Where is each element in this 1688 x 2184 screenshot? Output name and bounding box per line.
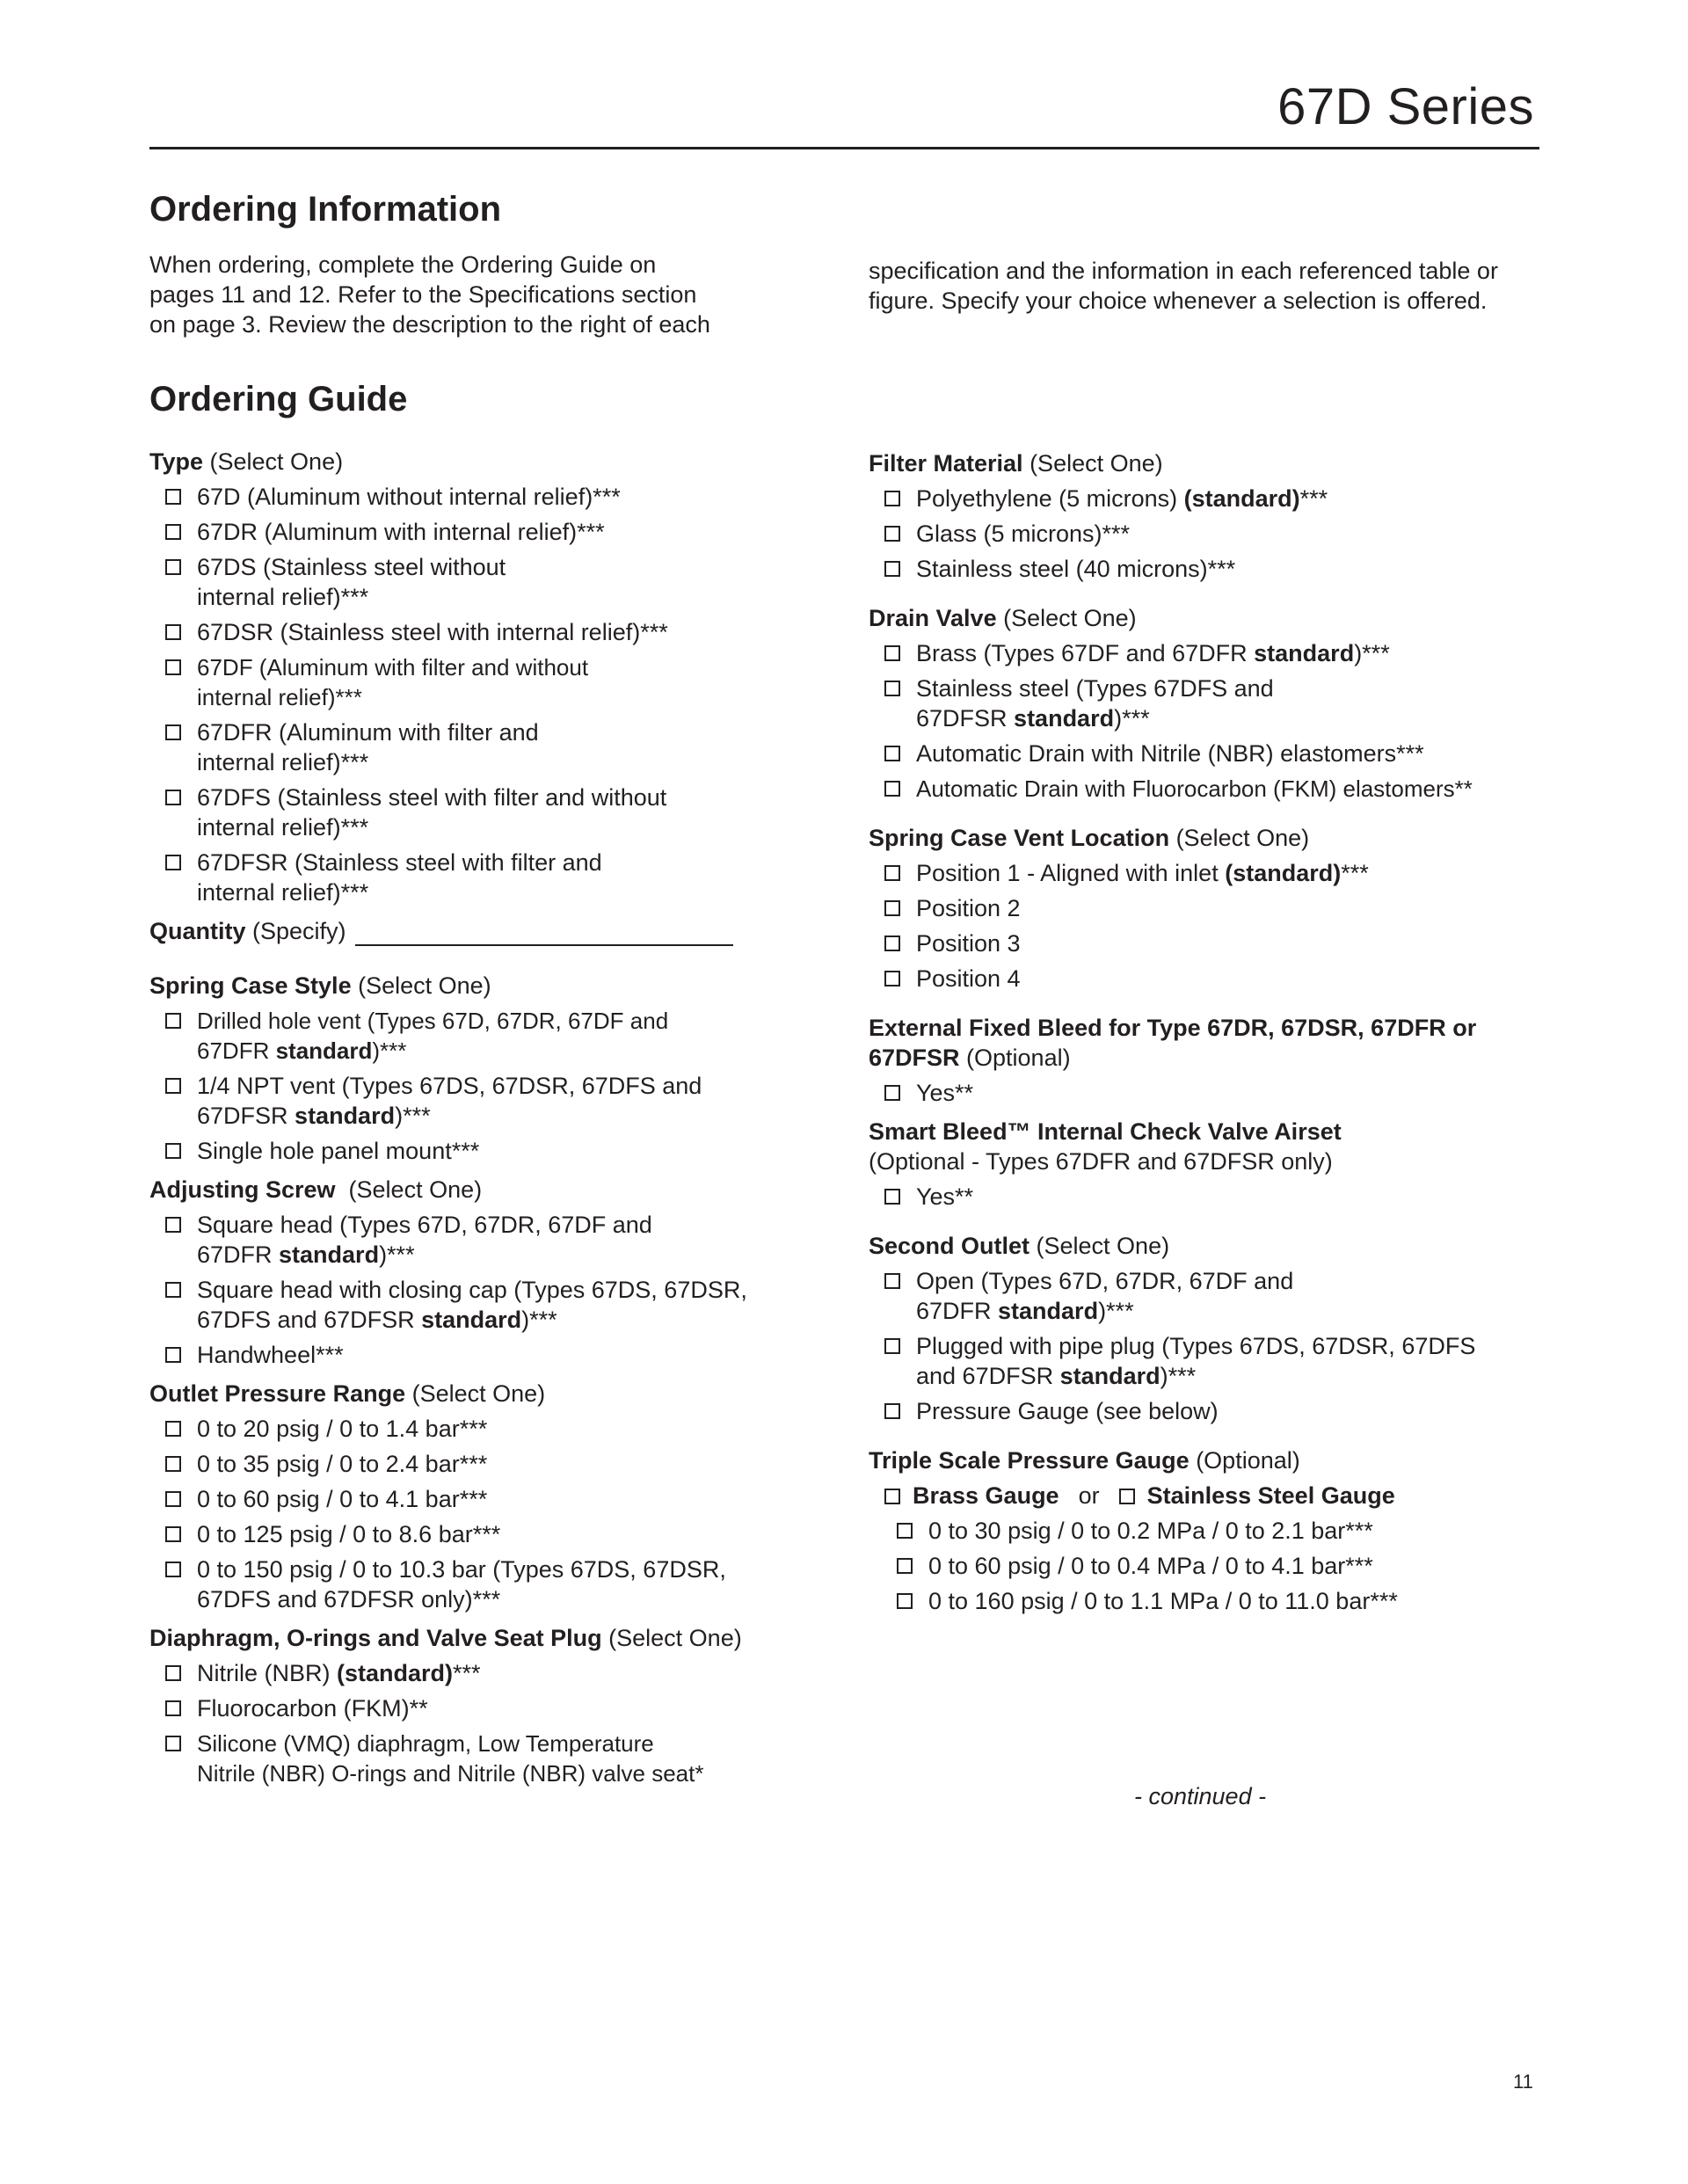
drain-option-auto-fluorocarbon[interactable]: Automatic Drain with Fluorocarbon (FKM) elastomers** [869, 774, 1572, 804]
checkbox-icon[interactable] [884, 865, 900, 881]
second-outlet-option-gauge[interactable]: Pressure Gauge (see below) [869, 1396, 1572, 1426]
section-title: Smart Bleed™ Internal Check Valve Airset (Optional - Types 67DFR and 67DFSR only) [869, 1118, 1342, 1175]
checkbox-icon[interactable] [884, 561, 900, 577]
drain-option-stainless[interactable]: Stainless steel (Types 67DFS and 67DFSR standard)*** [869, 673, 1572, 733]
section-title: External Fixed Bleed for Type 67DR, 67DSR, 67DFR or 67DFSR (Optional) [869, 1015, 1477, 1071]
checkbox-icon[interactable] [165, 1700, 181, 1716]
checkbox-icon[interactable] [897, 1523, 913, 1539]
ordering-info-left-text [149, 250, 818, 339]
checkbox-icon[interactable] [165, 1421, 181, 1437]
section-title: Filter Material (Select One) [869, 450, 1163, 477]
section-title: Outlet Pressure Range (Select One) [149, 1380, 546, 1407]
smart-bleed-section [869, 1117, 1572, 1212]
intro-line: pages 11 and 12. Refer to the Specifications section [149, 281, 697, 308]
type-option-67dfr[interactable]: 67DFR (Aluminum with filter and internal relief)*** [149, 717, 818, 777]
second-outlet-option-open[interactable]: Open (Types 67D, 67DR, 67DF and 67DFR standard)*** [869, 1266, 1572, 1326]
checkbox-icon[interactable] [165, 1562, 181, 1577]
pressure-gauge-section [869, 1445, 1572, 1616]
checkbox-icon[interactable] [165, 624, 181, 640]
checkbox-icon[interactable] [165, 1078, 181, 1094]
section-title: Adjusting Screw (Select One) [149, 1176, 483, 1203]
checkbox-icon[interactable] [165, 1143, 181, 1159]
checkbox-icon[interactable] [884, 900, 900, 916]
checkbox-icon[interactable] [884, 681, 900, 696]
stainless-gauge-label: Stainless Steel Gauge [1146, 1482, 1395, 1509]
intro-line: figure. Specify your choice whenever a selection is offered. [869, 288, 1488, 314]
diaphragm-option-fluorocarbon[interactable]: Fluorocarbon (FKM)** [149, 1693, 818, 1723]
drain-option-auto-nitrile[interactable]: Automatic Drain with Nitrile (NBR) elastomers*** [869, 739, 1572, 768]
checkbox-icon[interactable] [897, 1558, 913, 1574]
checkbox-icon[interactable] [884, 526, 900, 542]
type-option-67d[interactable]: 67D (Aluminum without internal relief)*** [149, 482, 818, 512]
adjusting-screw-option-handwheel[interactable]: Handwheel*** [149, 1340, 818, 1370]
adjusting-screw-option-square[interactable]: Square head (Types 67D, 67DR, 67DF and 67DFR standard)*** [149, 1210, 818, 1270]
outlet-pressure-option[interactable]: 0 to 20 psig / 0 to 1.4 bar*** [149, 1414, 818, 1444]
section-title: Quantity (Specify) [149, 916, 818, 946]
section-title: Drain Valve (Select One) [869, 605, 1137, 631]
vent-option-position-2[interactable]: Position 2 [869, 893, 1572, 923]
checkbox-icon[interactable] [884, 971, 900, 986]
section-title: Spring Case Vent Location (Select One) [869, 825, 1310, 851]
drain-valve-section [869, 603, 1572, 804]
checkbox-icon[interactable] [165, 790, 181, 805]
brass-gauge-label: Brass Gauge [913, 1482, 1059, 1509]
spring-case-option-panel[interactable]: Single hole panel mount*** [149, 1136, 818, 1166]
quantity-input[interactable] [355, 921, 733, 946]
section-title: Second Outlet (Select One) [869, 1233, 1170, 1259]
type-option-67ds[interactable]: 67DS (Stainless steel without internal relief)*** [149, 552, 818, 612]
ordering-guide-heading: Ordering Guide [149, 380, 408, 419]
checkbox-icon[interactable] [165, 1491, 181, 1507]
checkbox-icon[interactable] [165, 855, 181, 870]
checkbox-icon[interactable] [165, 1282, 181, 1298]
drain-option-brass[interactable]: Brass (Types 67DF and 67DFR standard)*** [869, 638, 1572, 668]
intro-line: specification and the information in each referenced table or [869, 258, 1498, 284]
series-title: 67D Series [1277, 78, 1534, 135]
smart-bleed-option-yes[interactable]: Yes** [869, 1182, 1572, 1212]
gauge-range-option[interactable]: 0 to 30 psig / 0 to 0.2 MPa / 0 to 2.1 bar*** [869, 1516, 1572, 1546]
vent-option-position-1[interactable]: Position 1 - Aligned with inlet (standard)*** [869, 858, 1572, 888]
type-section [149, 447, 818, 907]
checkbox-icon[interactable] [165, 1217, 181, 1233]
checkbox-icon[interactable] [165, 559, 181, 575]
spring-case-vent-section [869, 823, 1572, 994]
outlet-pressure-option[interactable]: 0 to 125 psig / 0 to 8.6 bar*** [149, 1519, 818, 1549]
gauge-range-option[interactable]: 0 to 60 psig / 0 to 0.4 MPa / 0 to 4.1 bar*** [869, 1551, 1572, 1581]
checkbox-icon[interactable] [165, 1736, 181, 1751]
diaphragm-option-nitrile[interactable]: Nitrile (NBR) (standard)*** [149, 1658, 818, 1688]
second-outlet-option-plugged[interactable]: Plugged with pipe plug (Types 67DS, 67DSR, 67DFS and 67DFSR standard)*** [869, 1331, 1572, 1391]
type-option-67dr[interactable]: 67DR (Aluminum with internal relief)*** [149, 517, 818, 547]
checkbox-icon[interactable] [165, 489, 181, 505]
checkbox-icon[interactable] [897, 1593, 913, 1609]
checkbox-icon[interactable] [165, 724, 181, 740]
intro-line: When ordering, complete the Ordering Guide on [149, 251, 657, 278]
external-bleed-option-yes[interactable]: Yes** [869, 1078, 1572, 1108]
checkbox-icon[interactable] [165, 1665, 181, 1681]
or-label: or [1078, 1482, 1100, 1509]
outlet-pressure-section [149, 1379, 818, 1614]
outlet-pressure-option[interactable]: 0 to 60 psig / 0 to 4.1 bar*** [149, 1484, 818, 1514]
checkbox-icon[interactable] [165, 524, 181, 540]
type-option-67dsr[interactable]: 67DSR (Stainless steel with internal relief)*** [149, 617, 818, 647]
filter-option-glass[interactable]: Glass (5 microns)*** [869, 519, 1572, 549]
ordering-info-right-text [869, 256, 1572, 316]
brass-gauge-checkbox-icon[interactable] [884, 1489, 900, 1504]
checkbox-icon[interactable] [884, 1338, 900, 1354]
checkbox-icon[interactable] [884, 1273, 900, 1289]
checkbox-icon[interactable] [165, 1456, 181, 1472]
page-number: 11 [1513, 2071, 1533, 2093]
checkbox-icon[interactable] [884, 645, 900, 661]
spring-case-option-npt[interactable]: 1/4 NPT vent (Types 67DS, 67DSR, 67DFS and 67DFSR standard)*** [149, 1071, 818, 1131]
type-option-67df[interactable]: 67DF (Aluminum with filter and without internal relief)*** [149, 652, 818, 712]
spring-case-style-section [149, 971, 818, 1166]
checkbox-icon[interactable] [165, 1526, 181, 1542]
checkbox-icon[interactable] [884, 935, 900, 951]
adjusting-screw-section [149, 1175, 818, 1370]
outlet-pressure-option[interactable]: 0 to 150 psig / 0 to 10.3 bar (Types 67DS, 67DSR, 67DFS and 67DFSR only)*** [149, 1554, 818, 1614]
section-title: Diaphragm, O-rings and Valve Seat Plug (Select One) [149, 1625, 742, 1651]
type-option-67dfs[interactable]: 67DFS (Stainless steel with filter and without internal relief)*** [149, 783, 818, 842]
filter-material-section [869, 448, 1572, 584]
checkbox-icon[interactable] [884, 491, 900, 506]
header-rule [149, 147, 1539, 149]
checkbox-icon[interactable] [884, 1085, 900, 1101]
gauge-material-row [869, 1481, 1572, 1511]
type-option-67dfsr[interactable]: 67DFSR (Stainless steel with filter and internal relief)*** [149, 848, 818, 907]
stainless-gauge-checkbox-icon[interactable] [1119, 1489, 1135, 1504]
continued-note: - continued - [1134, 1783, 1267, 1809]
gauge-range-option[interactable]: 0 to 160 psig / 0 to 1.1 MPa / 0 to 11.0 bar*** [869, 1586, 1572, 1616]
section-title: Spring Case Style (Select One) [149, 972, 491, 999]
filter-option-polyethylene[interactable]: Polyethylene (5 microns) (standard)*** [869, 484, 1572, 513]
ordering-information-heading: Ordering Information [149, 190, 501, 229]
checkbox-icon[interactable] [165, 1013, 181, 1029]
checkbox-icon[interactable] [884, 746, 900, 761]
checkbox-icon[interactable] [884, 1403, 900, 1419]
diaphragm-section [149, 1623, 818, 1788]
external-bleed-section [869, 1013, 1572, 1108]
checkbox-icon[interactable] [165, 659, 181, 675]
outlet-pressure-option[interactable]: 0 to 35 psig / 0 to 2.4 bar*** [149, 1449, 818, 1479]
intro-line: on page 3. Review the description to the right of each [149, 311, 710, 338]
left-column [149, 447, 818, 1788]
spring-case-option-drilled[interactable]: Drilled hole vent (Types 67D, 67DR, 67DF and 67DFR standard)*** [149, 1006, 818, 1066]
checkbox-icon[interactable] [165, 1347, 181, 1363]
checkbox-icon[interactable] [884, 781, 900, 797]
vent-option-position-3[interactable]: Position 3 [869, 928, 1572, 958]
quantity-section [149, 916, 818, 946]
section-title: Triple Scale Pressure Gauge (Optional) [869, 1447, 1300, 1474]
right-column [869, 448, 1572, 1616]
filter-option-stainless[interactable]: Stainless steel (40 microns)*** [869, 554, 1572, 584]
second-outlet-section [869, 1231, 1572, 1426]
vent-option-position-4[interactable]: Position 4 [869, 964, 1572, 994]
adjusting-screw-option-cap[interactable]: Square head with closing cap (Types 67DS, 67DSR, 67DFS and 67DFSR standard)*** [149, 1275, 818, 1335]
section-title: Type (Select One) [149, 448, 344, 475]
checkbox-icon[interactable] [884, 1189, 900, 1205]
diaphragm-option-silicone[interactable]: Silicone (VMQ) diaphragm, Low Temperature Nitrile (NBR) O-rings and Nitrile (NBR) valve seat* [149, 1729, 818, 1788]
